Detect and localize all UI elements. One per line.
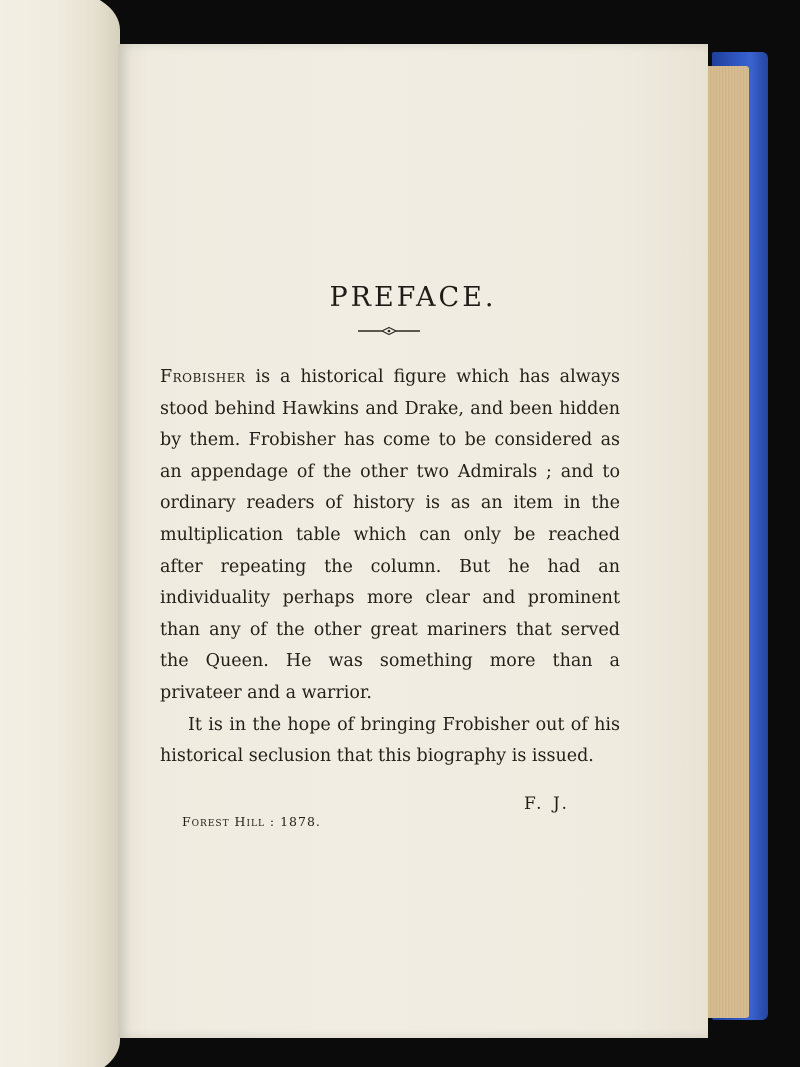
place-date: Forest Hill : 1878. [182, 814, 321, 829]
left-page [0, 0, 120, 1067]
ornament-divider-icon [358, 326, 420, 336]
paragraph-2: It is in the hope of bringing Frobisher out of his historical seclusion that this biography is issued. [160, 714, 620, 767]
paragraph-1-body: is a historical figure which has always stood behind Hawkins and Drake, and been hidden by them. Frobisher has come to be considered as an appendage of the other two Admirals ; and to ordinary readers of history is as an item in the multiplication table which can only be reached after repeating the column. But he had an individuality perhaps more clear and prominent than any of the other great mariners that served the Queen. He was something more than a privateer and a warrior. [160, 367, 620, 703]
lead-word: Frobisher [160, 367, 246, 387]
page-edges [707, 66, 749, 1018]
preface-text [160, 362, 620, 773]
paragraph-1 [160, 362, 620, 710]
preface-page [118, 44, 708, 1038]
signature-initials: F. J. [524, 794, 570, 814]
page-title: PREFACE. [329, 282, 497, 313]
